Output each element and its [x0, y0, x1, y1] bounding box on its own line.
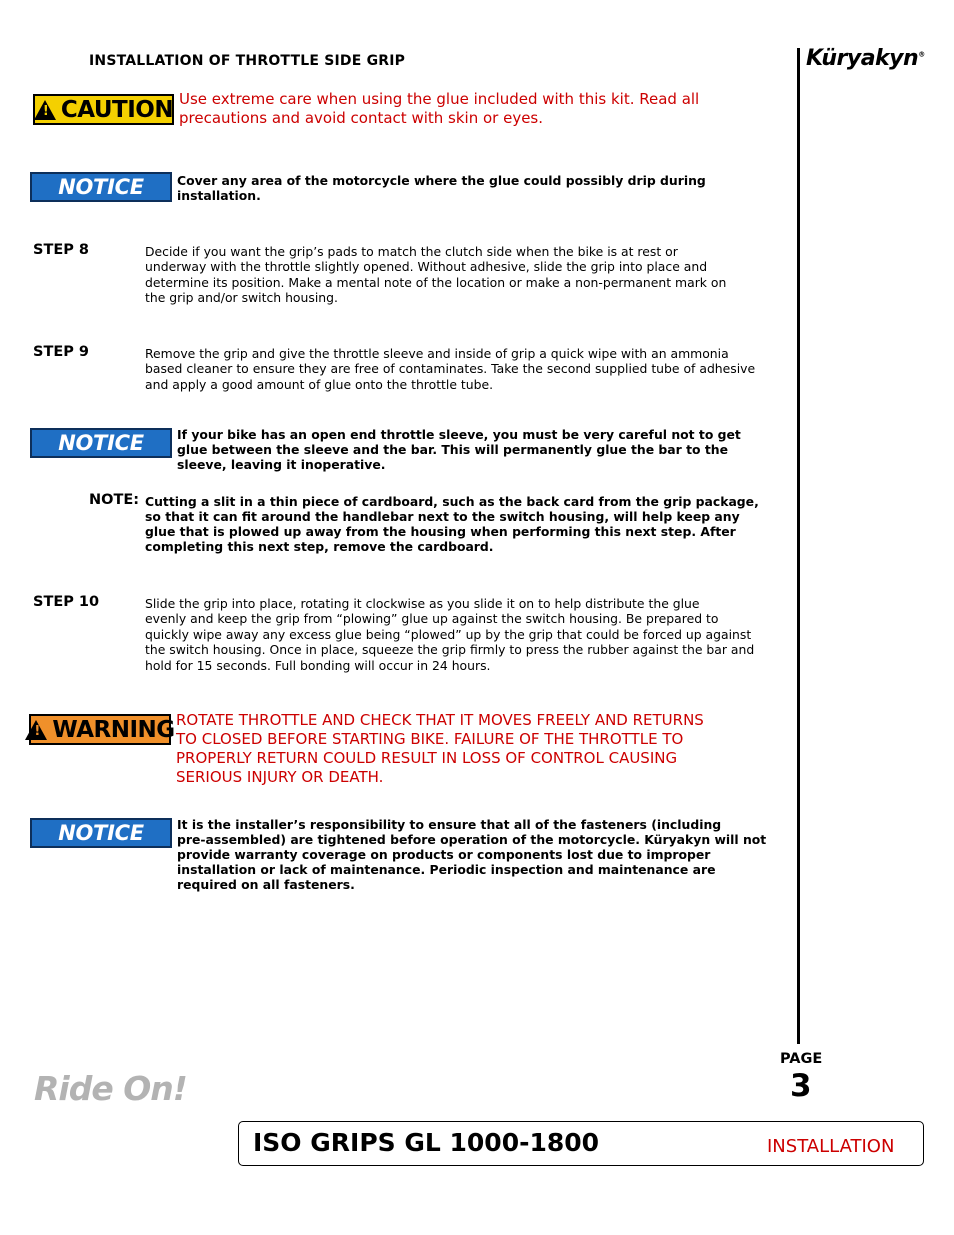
notice-badge-1: NOTICE [30, 172, 172, 202]
step-10-label: STEP 10 [33, 594, 100, 610]
notice-1-text: Cover any area of the motorcycle where the glue could possibly drip during installation. [177, 173, 706, 203]
step-9-text: Remove the grip and give the throttle sleeve and inside of grip a quick wipe with an ammonia based cleaner to ensure they are free of contaminates. Take the second supplied tube of adhesive and apply a good amount of glue onto the throttle tube. [145, 346, 756, 392]
margin-rule [797, 48, 800, 1044]
notice-2-text: If your bike has an open end throttle sleeve, you must be very careful not to get glue between the sleeve and the bar. This will permanently glue the bar to the sleeve, leaving it inoperative. [177, 427, 741, 472]
section-title: INSTALLATION OF THROTTLE SIDE GRIP [89, 53, 406, 69]
notice-badge-3: NOTICE [30, 818, 172, 848]
step-9-label: STEP 9 [33, 344, 90, 360]
step-8-text: Decide if you want the grip’s pads to match the clutch side when the bike is at rest or underway with the throttle slightly opened. Without adhesive, slide the grip into place and determine its position. Make a mental note of the location or make a non-permanent mark on the grip and/or switch housing. [145, 244, 727, 306]
step-8-label: STEP 8 [33, 242, 90, 258]
page-label: PAGE [780, 1051, 823, 1067]
caution-text: Use extreme care when using the glue included with this kit. Read all precautions and avoid contact with skin or eyes. [179, 90, 700, 127]
step-10-text: Slide the grip into place, rotating it clockwise as you slide it on to help distribute the glue evenly and keep the grip from “plowing” glue up against the switch housing. Be prepared to quickly wipe away any excess glue being “plowed” up by the grip that could be forced up against the switch housing. Once in place, squeeze the grip firmly to press the rubber against the bar and hold for 15 seconds. Full bonding will occur in 24 hours. [145, 596, 755, 673]
caution-badge: ! CAUTION [33, 94, 174, 125]
slogan: Ride On! [34, 1069, 187, 1108]
page-number: 3 [790, 1068, 812, 1104]
document-type: INSTALLATION [767, 1136, 895, 1157]
warning-triangle-icon: ! [34, 100, 56, 120]
brand-logo: Küryakyn® [806, 46, 925, 71]
notice-badge-2: NOTICE [30, 428, 172, 458]
warning-triangle-icon: ! [25, 720, 47, 740]
warning-text: ROTATE THROTTLE AND CHECK THAT IT MOVES FREELY AND RETURNS TO CLOSED BEFORE STARTING BIKE. FAILURE OF THE THROTTLE TO PROPERLY RETURN COULD RESULT IN LOSS OF CONTROL CAUSING SERIOUS INJURY OR DEATH. [176, 711, 704, 786]
note-label: NOTE: [89, 492, 140, 508]
product-title: ISO GRIPS GL 1000-1800 [253, 1128, 600, 1157]
warning-badge: ! WARNING [29, 714, 171, 745]
note-text: Cutting a slit in a thin piece of cardboard, such as the back card from the grip package, so that it can fit around the handlebar next to the switch housing, will help keep any glue that is plowed up away from the housing when performing this next step. After completing this next step, remove the cardboard. [145, 494, 759, 554]
notice-3-text: It is the installer’s responsibility to ensure that all of the fasteners (including pre-assembled) are tightened before operation of the motorcycle. Küryakyn will not provide warranty coverage on products or components lost due to improper installation or lack of maintenance. Periodic inspection and maintenance are required on all fasteners. [177, 817, 767, 892]
